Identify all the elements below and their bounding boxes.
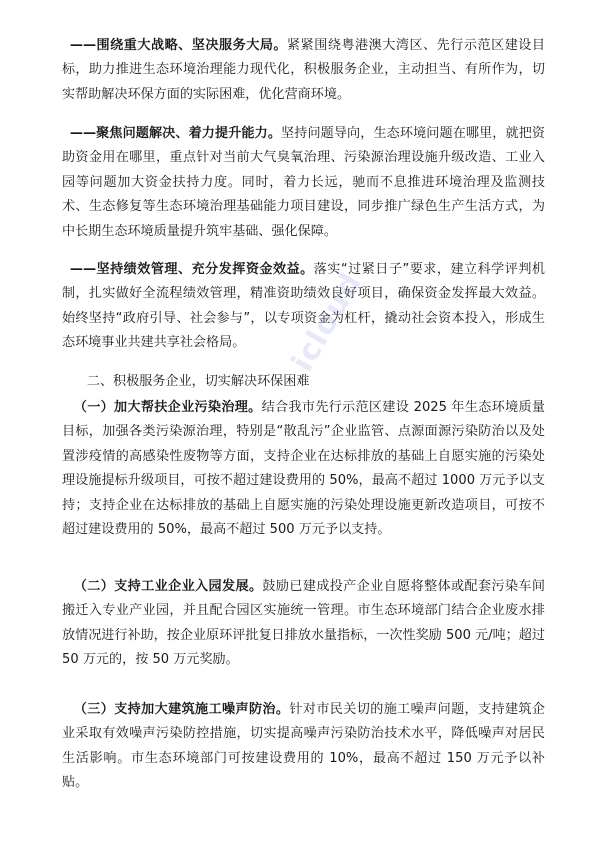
item-industrial-park <box>62 575 545 673</box>
item-construction-noise <box>62 698 545 796</box>
watermark: icloud <box>285 266 370 378</box>
paragraph-problem-solving <box>62 122 545 244</box>
paragraph-performance <box>62 258 545 356</box>
paragraph-lead: ——围绕重大战略、坚决服务大局。 <box>69 38 288 53</box>
paragraph-body: 紧紧围绕粤港澳大湾区、先行示范区建设目标，助力推进生态环境治理能力现代化，积极服务企业，主动担当、有所作为，切实帮助解决环保方面的实际困难，优化营商环境。 <box>62 38 546 102</box>
paragraph-lead: ——坚持绩效管理、充分发挥资金效益。 <box>69 262 314 277</box>
item-lead: （一）加大帮扶企业污染治理。 <box>73 400 262 415</box>
item-body: 结合我市先行示范区建设 2025 年生态环境质量目标，加强各类污染源治理，特别是“散乱污”企业监管、点源面源污染防治以及处置涉疫情的高感染性废物等方面，支持企业在达标排放的基础上自愿实施的污染处理设施提标升级项目，可按不超过建设费用的 50%，最高不超过 1000 万元予以支持；支持企业在达标排放的基础上自愿实施的污染处理设施更新改造项目，可按不超过建设费用的 50%，最高不超过 500 万元予以支持。 <box>62 400 545 538</box>
paragraph-strategy <box>62 34 545 107</box>
item-lead: （三）支持加大建筑施工噪声防治。 <box>73 702 290 717</box>
paragraph-body: 落实“过紧日子”要求，建立科学评判机制，扎实做好全流程绩效管理，精准资助绩效良好项目，确保资金发挥最大效益。始终坚持“政府引导、社会参与”，以专项资金为杠杆，撬动社会资本投入，形成生态环境事业共建共享社会格局。 <box>62 262 545 351</box>
item-pollution-control <box>62 396 545 542</box>
item-lead: （二）支持工业企业入园发展。 <box>73 579 263 594</box>
item-body: 针对市民关切的施工噪声问题，支持建筑企业采取有效噪声污染防控措施，切实提高噪声污染防治技术水平，降低噪声对居民生活影响。市生态环境部门可按建设费用的 10%，最高不超过 150 万元予以补贴。 <box>62 702 546 791</box>
paragraph-lead: ——聚焦问题解决、着力提升能力。 <box>69 126 282 141</box>
item-body: 鼓励已建成投产企业自愿将整体或配套污染车间搬迁入专业产业园，并且配合园区实施统一管理。市生态环境部门结合企业废水排放情况进行补助，按企业原环评批复日排放水量指标，一次性奖励 500 元/吨；超过 50 万元的，按 50 万元奖励。 <box>62 579 546 668</box>
paragraph-body: 坚持问题导向，生态环境问题在哪里，就把资助资金用在哪里，重点针对当前大气臭氧治理、污染源治理设施升级改造、工业入园等问题加大资金扶持力度。同时，着力长远，驰而不息推进环境治理及监测技术、生态修复等生态环境治理基础能力项目建设，同步推广绿色生产生活方式，为中长期生态环境质量提升筑牢基础、强化保障。 <box>62 126 546 239</box>
section-heading: 二、积极服务企业，切实解决环保困难 <box>86 374 310 389</box>
